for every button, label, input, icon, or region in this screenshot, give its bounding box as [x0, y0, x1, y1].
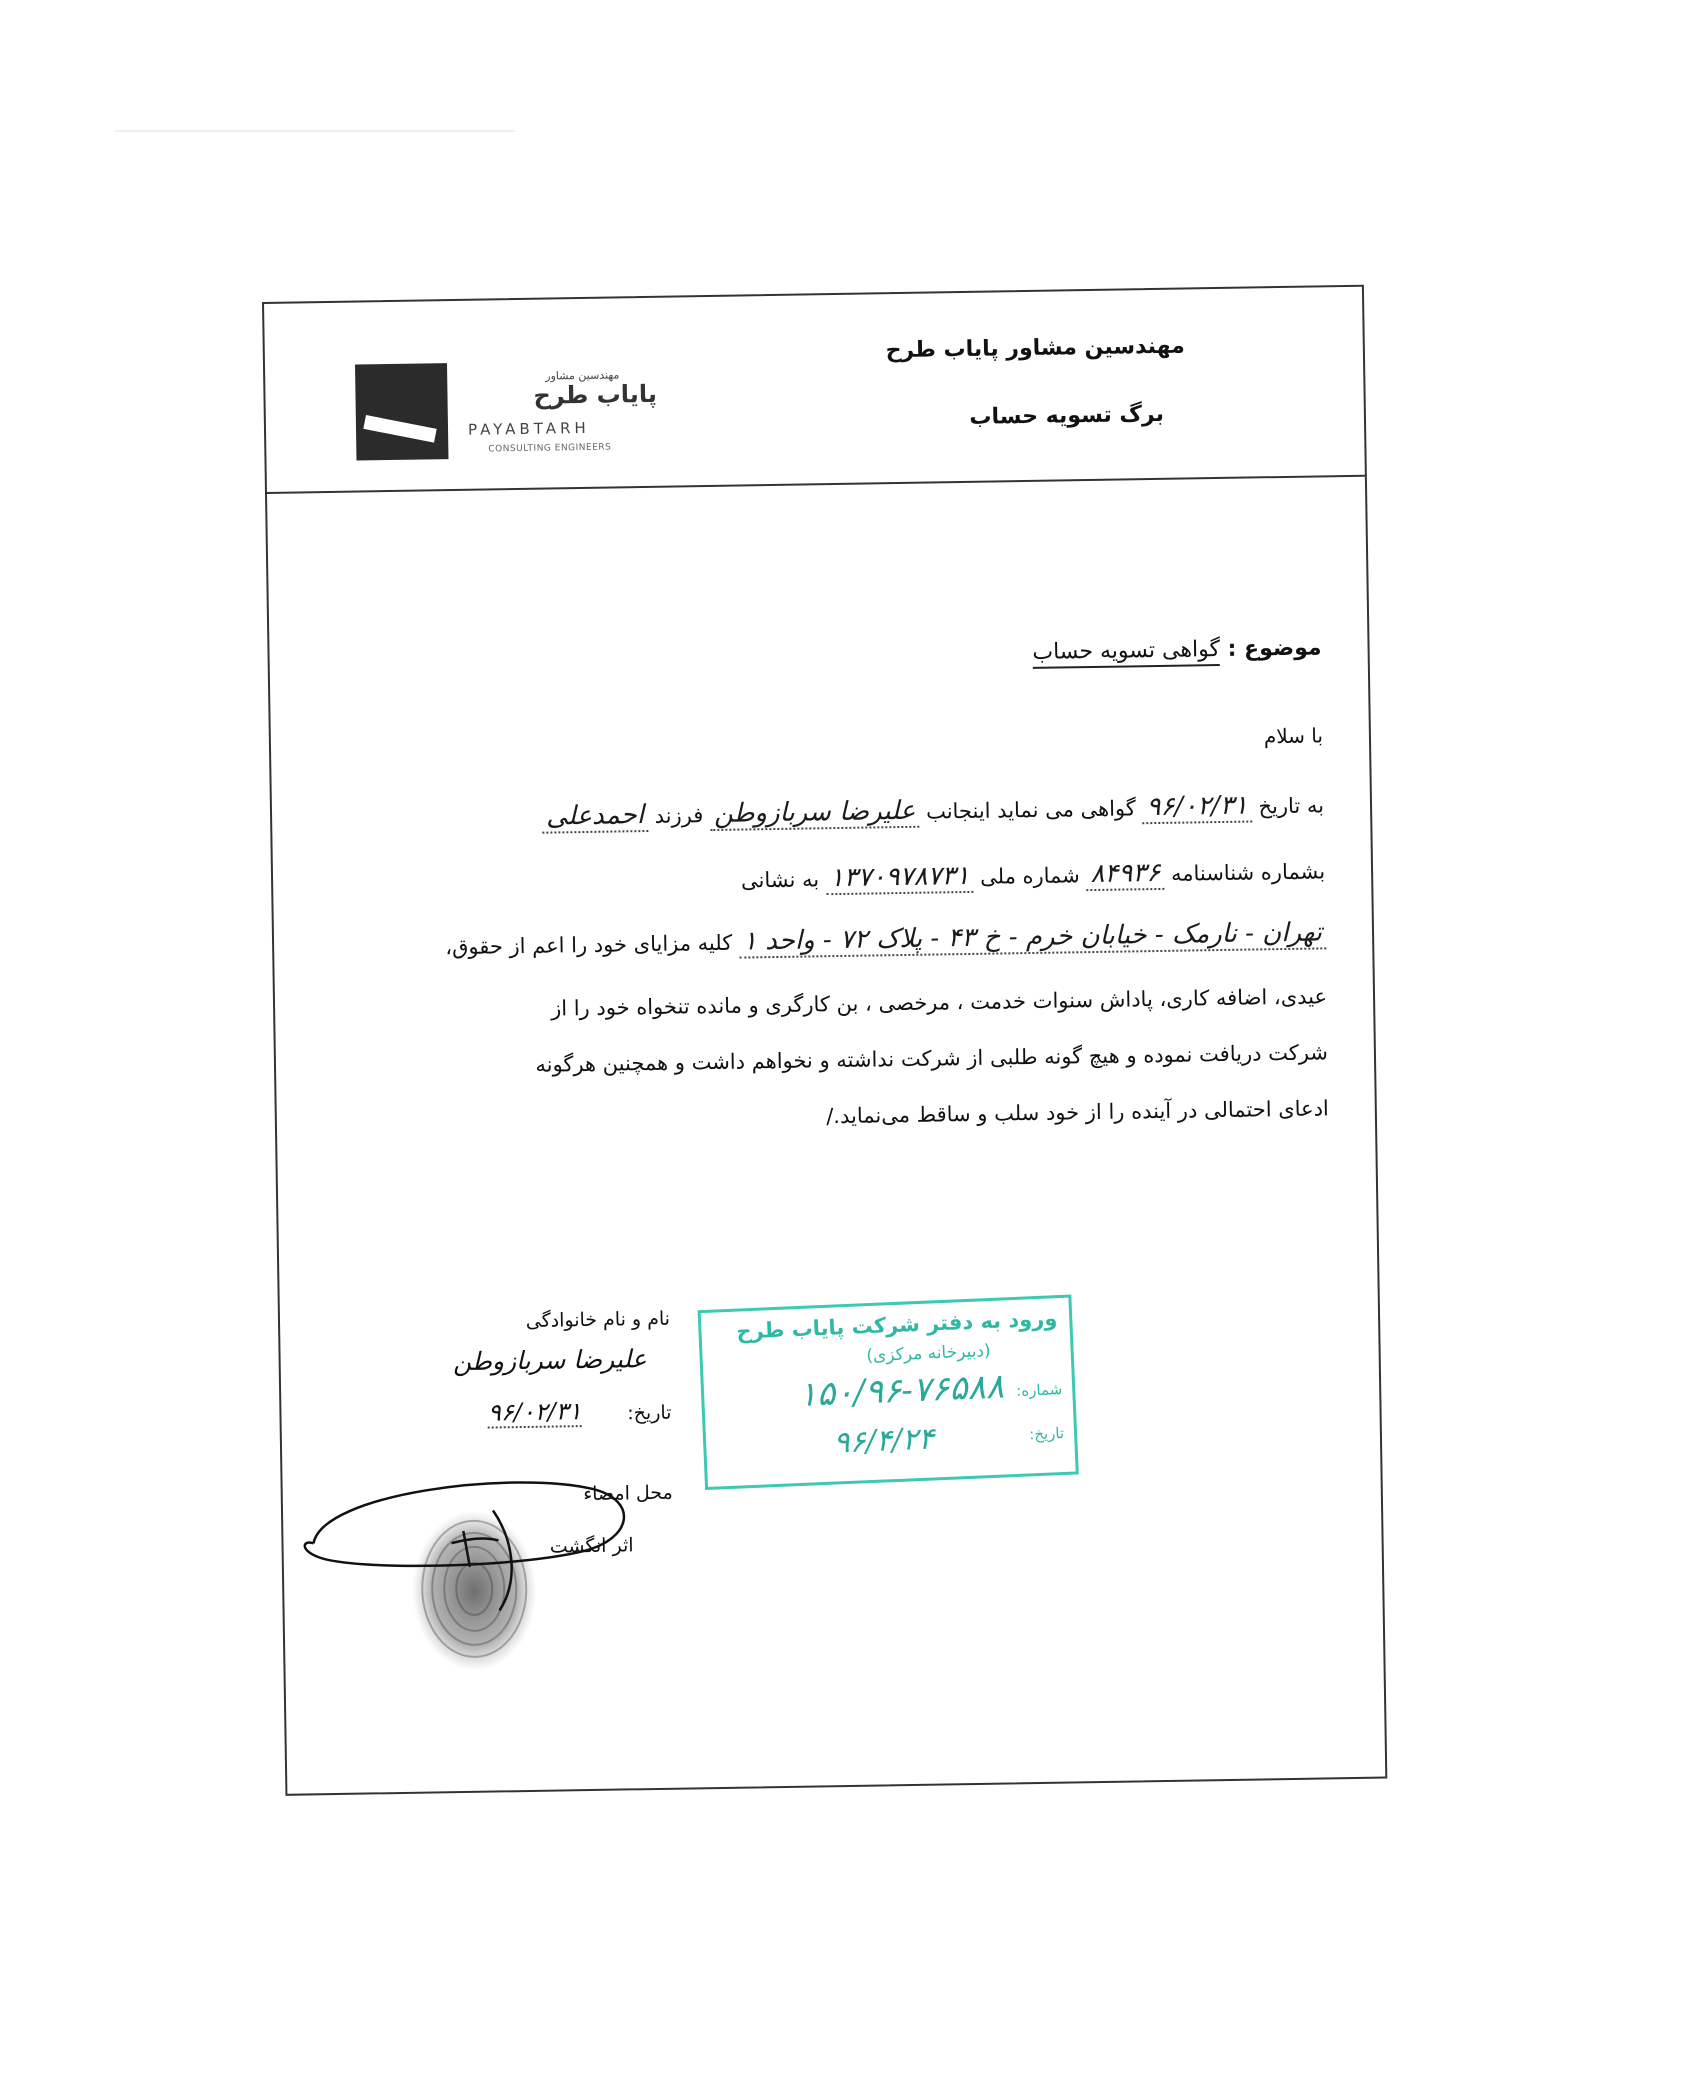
handwritten-signature-date: ۹۶/۰۲/۳۱: [487, 1397, 582, 1427]
body-line-3: [346, 917, 1326, 963]
logo-mark-icon: [355, 363, 448, 460]
handwritten-national-id: ۱۳۷۰۹۷۸۷۳۱: [826, 861, 974, 895]
body-line-4: عیدی، اضافه کاری، پاداش سنوات خدمت ، مرخصی ، بن کارگری و مانده تنخواه خود را از: [550, 984, 1328, 1021]
body-line-6: ادعای احتمالی در آینده را از خود سلب و ساقط می‌نماید./: [826, 1096, 1329, 1129]
body-text-3: کلیه مزایای خود را اعم از حقوق،: [445, 930, 733, 960]
certify-text: گواهی می نماید اینجانب: [925, 796, 1136, 824]
stamp-date-value: ۹۶/۴/۲۴: [832, 1421, 935, 1461]
child-of-label: فرزند: [654, 803, 704, 828]
logo-english-subtitle: CONSULTING ENGINEERS: [488, 442, 612, 455]
handwritten-name: علیرضا سربازوطن: [710, 796, 920, 831]
national-id-label: شماره ملی: [979, 863, 1080, 889]
incoming-stamp: [698, 1295, 1079, 1491]
subject-label: موضوع :: [1227, 635, 1322, 662]
signature-and-fingerprint: [292, 1468, 675, 1694]
header-divider: [267, 475, 1365, 494]
document-frame: [262, 285, 1387, 1796]
scan-artifact-line: [115, 130, 515, 132]
date-prefix: به تاریخ: [1258, 793, 1325, 819]
stamp-date-label: تاریخ:: [1028, 1423, 1065, 1444]
subject-line: [1032, 635, 1322, 665]
signature-date-label: تاریخ:: [627, 1401, 672, 1425]
handwritten-father-name: احمدعلی: [542, 800, 648, 834]
stamp-number-label: شماره:: [1015, 1380, 1063, 1400]
logo-small-text: مهندسین مشاور: [545, 368, 620, 383]
logo-persian-name: پایاب طرح: [533, 379, 658, 410]
address-label: به نشانی: [740, 867, 820, 893]
fingerprint-label: اثر انگشت: [549, 1534, 634, 1558]
handwritten-address: تهران - نارمک - خیابان خرم - خ ۴۳ - پلاک ۷۲ - واحد ۱: [739, 917, 1327, 958]
handwritten-date: ۹۶/۰۲/۳۱: [1142, 791, 1252, 825]
signature-place-label: محل امضاء: [583, 1481, 673, 1506]
fingerprint-icon: [411, 1510, 537, 1672]
handwritten-signer-name: علیرضا سربازوطن: [452, 1344, 647, 1377]
company-name: مهندسین مشاور پایاب طرح: [885, 333, 1186, 364]
id-number-label: بشماره شناسنامه: [1170, 859, 1326, 886]
stamp-subtitle: (دبیرخانه مرکزی): [865, 1340, 991, 1367]
greeting: با سلام: [1263, 723, 1324, 749]
logo-english-name: PAYABTARH: [467, 418, 590, 439]
form-title: برگ تسویه حساب: [969, 401, 1165, 430]
stamp-title: ورود به دفتر شرکت پایاب طرح: [735, 1306, 1058, 1344]
subject-value: گواهی تسویه حساب: [1032, 637, 1220, 669]
body-line-1: [344, 789, 1324, 835]
signature-block: [350, 1308, 675, 1633]
stamp-number-value: ۱۵۰/۹۶-۷۶۵۸۸: [797, 1366, 1005, 1416]
body-line-5: شرکت دریافت نموده و هیچ گونه طلبی از شرکت نداشته و نخواهم داشت و همچنین هرگونه: [535, 1040, 1329, 1077]
handwritten-id-number: ۸۴۹۳۶: [1086, 858, 1164, 891]
body-line-2: [345, 855, 1325, 901]
company-logo: [355, 359, 687, 464]
full-name-label: نام و نام خانوادگی: [525, 1307, 671, 1332]
